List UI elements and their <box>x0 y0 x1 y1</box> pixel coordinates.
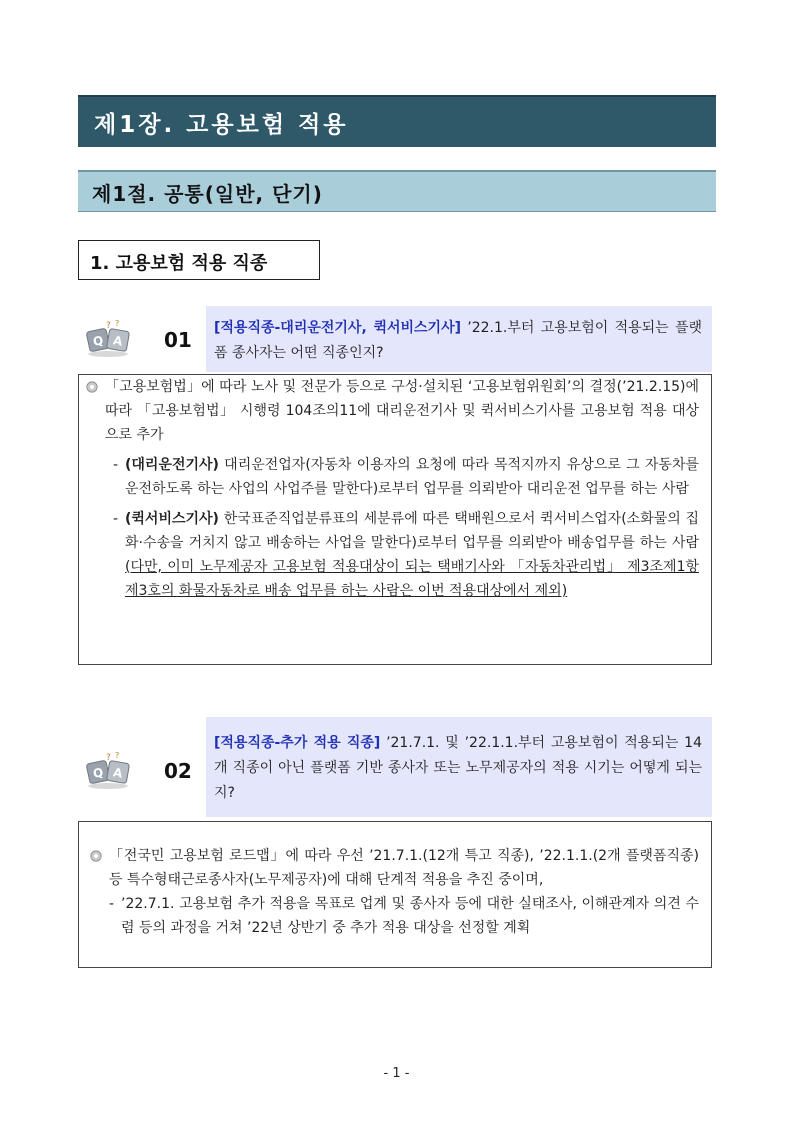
answer-box <box>78 374 712 665</box>
chapter-title: 제1장. 고용보험 적용 <box>94 112 349 138</box>
item-title-box <box>78 240 320 280</box>
answer-item-label: (퀵서비스기사) <box>125 511 219 527</box>
answer-box <box>78 821 712 968</box>
section-title: 제1절. 공통(일반, 단기) <box>92 182 323 206</box>
svg-text:A: A <box>112 765 124 781</box>
answer-item-text: ’22.7.1. 고용보험 추가 적용을 목표로 업계 및 종사자 등에 대한 실태조사, 이해관계자 의견 수렴 등의 과정을 거쳐 ’22년 상반기 중 추가 적용 대상을 선정할 계획 <box>121 896 699 936</box>
svg-text:A: A <box>112 333 124 349</box>
section-header <box>78 170 716 212</box>
answer-item-text: 한국표준직업분류표의 세분류에 따른 택배원으로서 퀵서비스업자(소화물의 집화·수송을 거치지 않고 배송하는 사업을 말한다)로부터 업무를 의뢰받아 배송업무를 하는 사람 <box>125 511 699 551</box>
question-text: ’21.7.1. 및 ’22.1.1.부터 고용보험이 적용되는 14개 직종이 아닌 플랫폼 기반 종사자 또는 노무제공자의 적용 시기는 어떻게 되는지? <box>214 735 702 801</box>
question-text: ’22.1.부터 고용보험이 적용되는 플랫폼 종사자는 어떤 직종인지? <box>214 320 702 361</box>
svg-text:?: ? <box>115 319 120 328</box>
bullet-icon <box>90 850 102 862</box>
question-number: 01 <box>164 328 192 352</box>
question-box <box>206 306 712 372</box>
question-tag: [적용직종-대리운전기사, 퀵서비스기사] <box>214 320 462 336</box>
page-number: - 1 - <box>383 1066 410 1081</box>
answer-item-label: (대리운전기사) <box>125 457 219 473</box>
chapter-header <box>78 95 716 147</box>
svg-text:Q: Q <box>91 333 105 349</box>
answer-item: - ’22.7.1. 고용보험 추가 적용을 목표로 업계 및 종사자 등에 대한 실태조사, 이해관계자 의견 수렴 등의 과정을 거쳐 ’22년 상반기 중 추가 적용 대상을 선정할 계획 <box>109 896 699 936</box>
question-number: 02 <box>164 759 192 783</box>
qa-dice-icon <box>84 318 132 358</box>
answer-item: - (대리운전기사) 대리운전업자(자동차 이용자의 요청에 따라 목적지까지 유상으로 그 자동차를 운전하도록 하는 사업의 사업주를 말한다)로부터 업무를 의뢰받아 대리운전 업무를 하는 사람 <box>113 457 699 497</box>
bullet-icon <box>86 381 98 393</box>
svg-text:?: ? <box>115 751 120 760</box>
answer-item-note: (다만, 이미 노무제공자 고용보험 적용대상이 되는 택배기사와 「자동차관리법」 제3조제1항제3호의 화물자동차로 배송 업무를 하는 사람은 이번 적용대상에서 제외) <box>125 559 699 599</box>
item-title: 1. 고용보험 적용 직종 <box>90 253 268 274</box>
svg-text:?: ? <box>106 753 111 763</box>
answer-lead: 「전국민 고용보험 로드맵」에 따라 우선 ’21.7.1.(12개 특고 직종), ’22.1.1.(2개 플랫폼직종) 등 특수형태근로종사자(노무제공자)에 대해 단계적 적용을 추진 중이며, <box>109 844 699 892</box>
answer-lead: 「고용보험법」에 따라 노사 및 전문가 등으로 구성·설치된 ‘고용보험위원회’의 결정(’21.2.15)에 따라 「고용보험법」 시행령 104조의11에 대리운전기사 및 퀵서비스기사를 고용보험 적용 대상으로 추가 <box>105 375 699 447</box>
answer-item: - (퀵서비스기사) 한국표준직업분류표의 세분류에 따른 택배원으로서 퀵서비스업자(소화물의 집화·수송을 거치지 않고 배송하는 사업을 말한다)로부터 업무를 의뢰받아 배송업무를 하는 사람(다만, 이미 노무제공자 고용보험 적용대상이 되는 택배기사와 「자동차관리법」 제3조제1항제3호의 화물자동차로 배송 업무를 하는 사람은 이번 적용대상에서 제외) <box>113 511 699 599</box>
question-box <box>206 717 712 817</box>
answer-item-text: 대리운전업자(자동차 이용자의 요청에 따라 목적지까지 유상으로 그 자동차를 운전하도록 하는 사업의 사업주를 말한다)로부터 업무를 의뢰받아 대리운전 업무를 하는 사람 <box>125 457 699 497</box>
svg-text:?: ? <box>106 321 111 331</box>
svg-text:Q: Q <box>91 765 105 781</box>
question-tag: [적용직종-추가 적용 직종] <box>214 735 381 751</box>
qa-dice-icon <box>84 750 132 790</box>
